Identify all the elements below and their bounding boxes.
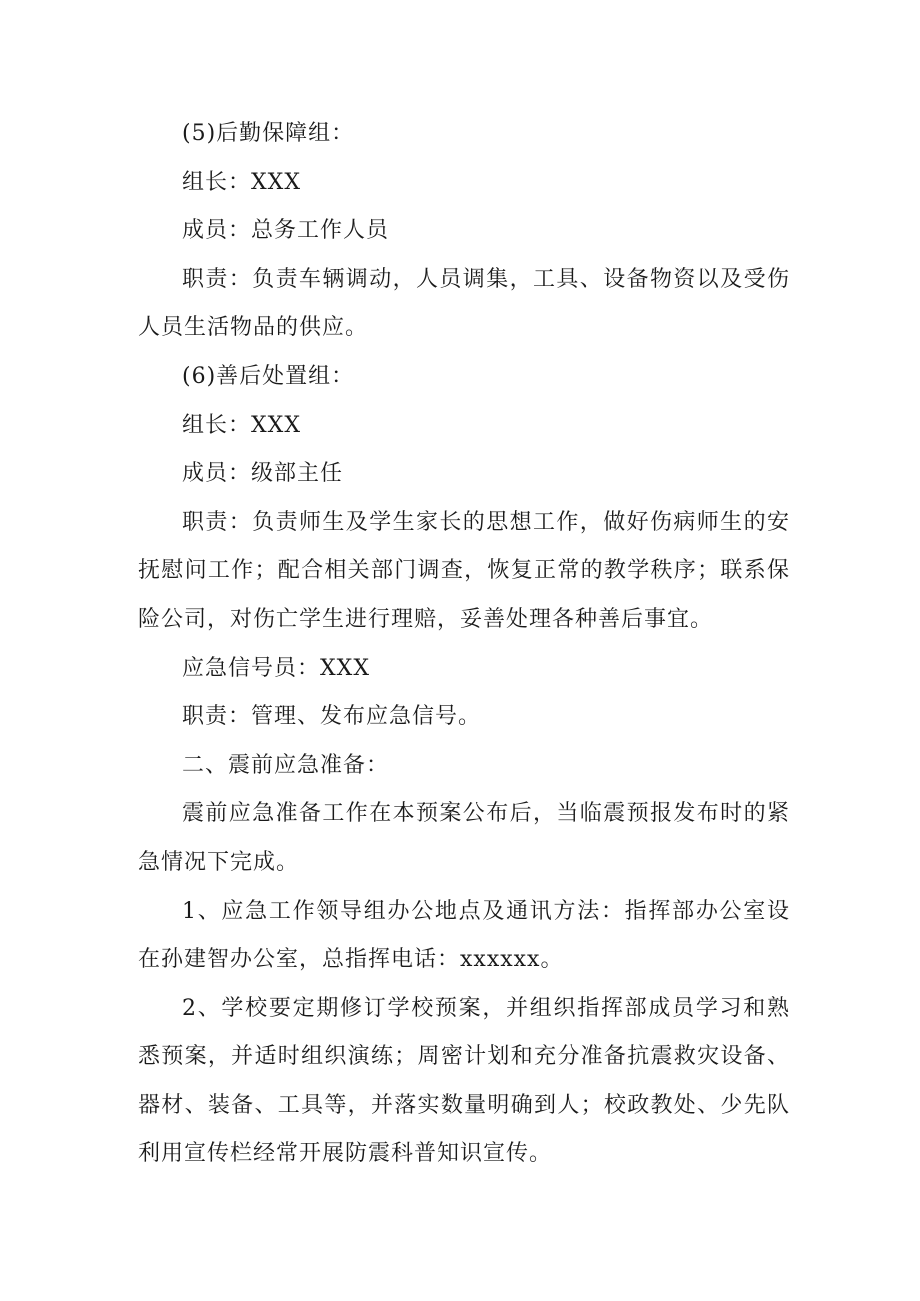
paragraph-pre-quake-intro: 震前应急准备工作在本预案公布后，当临震预报发布时的紧急情况下完成。 xyxy=(138,801,790,875)
paragraph-aftermath-duties: 职责：负责师生及学生家长的思想工作，做好伤病师生的安抚慰问工作；配合相关部门调查，恢复正常的教学秩序；联系保险公司，对伤亡学生进行理赔，妥善处理各种善后事宜。 xyxy=(138,509,790,632)
paragraph-logistics-members: 成员：总务工作人员 xyxy=(182,218,390,244)
paragraph-item-2: 2、学校要定期修订学校预案，并组织指挥部成员学习和熟悉预案，并适时组织演练；周密计划和充分准备抗震救灾设备、器材、装备、工具等，并落实数量明确到人；校政教处、少先队利用宣传栏经常开展防震科普知识宣传。 xyxy=(138,995,790,1167)
paragraph-logistics-leader: 组长：XXX xyxy=(182,169,301,195)
section-heading-pre-quake: 二、震前应急准备： xyxy=(182,752,390,778)
paragraph-aftermath-heading: (6)善后处置组： xyxy=(182,363,355,389)
document-body xyxy=(138,110,790,1179)
paragraph-aftermath-leader: 组长：XXX xyxy=(182,412,301,438)
paragraph-logistics-heading: (5)后勤保障组： xyxy=(182,121,355,146)
paragraph-signal-officer: 应急信号员：XXX xyxy=(182,655,370,681)
paragraph-signal-duties: 职责：管理、发布应急信号。 xyxy=(182,704,482,730)
paragraph-aftermath-members: 成员：级部主任 xyxy=(182,461,344,487)
paragraph-item-1: 1、应急工作领导组办公地点及通讯方法：指挥部办公室设在孙建智办公室，总指挥电话：xxxxxx。 xyxy=(138,898,790,973)
paragraph-logistics-duties: 职责：负责车辆调动，人员调集，工具、设备物资以及受伤人员生活物品的供应。 xyxy=(138,266,790,341)
